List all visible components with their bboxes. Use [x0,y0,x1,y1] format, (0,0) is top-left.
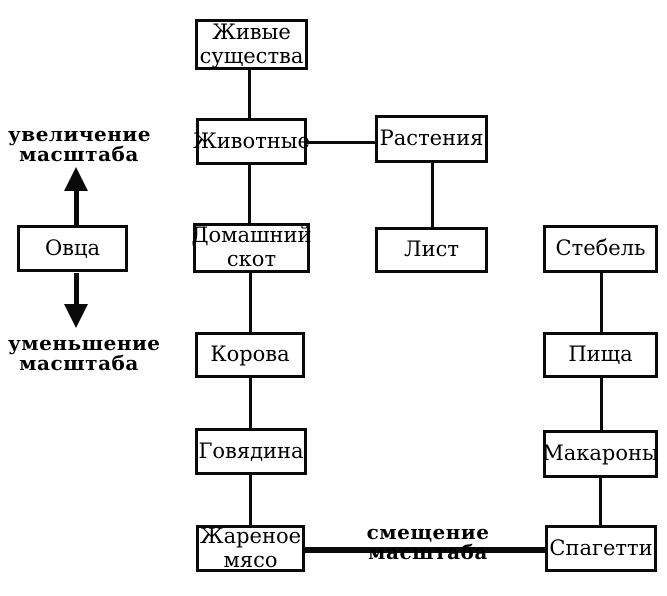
zoom-out-label: уменьшение масштаба [8,331,161,375]
node-stem [543,225,658,273]
node-beef-label: Говядина [198,438,304,463]
zoom-out-arrowhead-icon [64,304,88,328]
edge-cow-beef [249,378,252,428]
zoom-in-label: увеличение масштаба [8,122,151,166]
zoom-in-arrow-icon [74,189,79,225]
scale-shift-label: смещение масштаба [366,520,490,564]
edge-pasta-spaghetti [599,478,602,525]
edge-living-animals [248,70,251,118]
node-plants-label: Растения [379,126,484,151]
zoom-out-arrow-icon [74,273,79,307]
node-spaghetti [545,525,657,572]
node-animals [193,118,310,165]
edge-livestock-cow [249,273,252,332]
edge-stem-food [600,273,603,332]
node-plants [375,115,488,163]
node-pasta [543,430,658,478]
node-livestock-label: Домашний скот [191,223,312,271]
node-cow-label: Корова [210,342,290,367]
node-sheep [17,225,128,272]
node-beef [195,428,307,475]
node-living-beings-label: Живые существа [199,19,304,68]
node-sheep-label: Овца [44,235,101,260]
node-leaf-label: Лист [404,237,459,262]
node-food-label: Пища [568,342,633,367]
node-stem-label: Стебель [555,236,646,261]
node-food [543,332,658,378]
node-leaf [375,227,488,273]
edge-plants-leaf [431,163,434,227]
node-fried-meat-label: Жареное мясо [199,523,302,572]
edge-beef-friedmeat [249,475,252,525]
node-cow [195,332,305,378]
node-spaghetti-label: Спагетти [549,535,653,560]
node-fried-meat [196,525,305,572]
zoom-in-arrowhead-icon [64,167,88,191]
node-pasta-label: Макароны [542,441,659,466]
edge-animals-livestock [248,165,251,223]
edge-animals-plants [307,141,375,144]
node-living-beings [195,19,308,70]
edge-food-pasta [600,378,603,430]
node-animals-label: Животные [193,128,310,153]
node-livestock [193,223,310,273]
